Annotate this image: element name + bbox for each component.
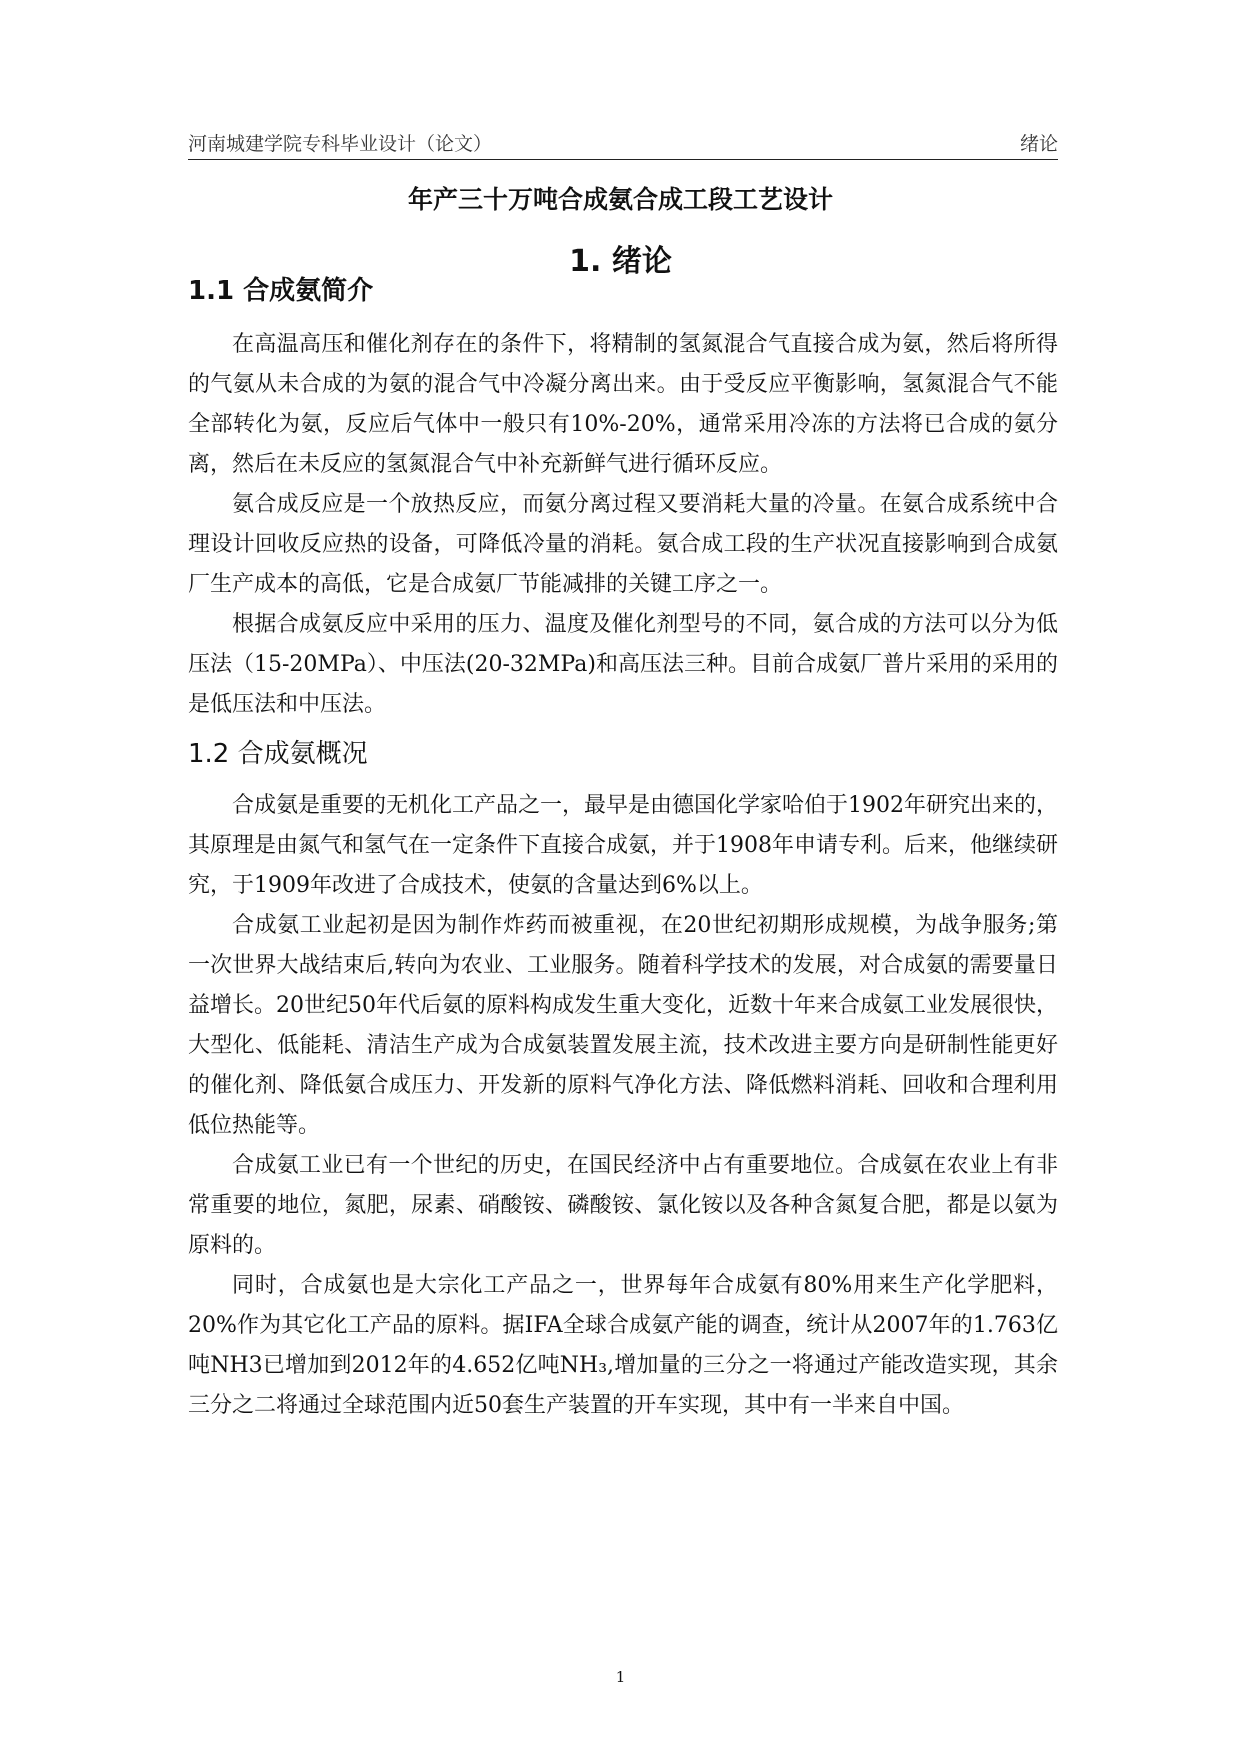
paragraph: 根据合成氨反应中采用的压力、温度及催化剂型号的不同，氨合成的方法可以分为低压法（15-20MPa）、中压法(20-32MPa)和高压法三种。目前合成氨厂普片采用的采用的是低压法和中压法。 bbox=[188, 612, 1058, 717]
paragraph: 合成氨是重要的无机化工产品之一，最早是由德国化学家哈伯于1902年研究出来的，其原理是由氮气和氢气在一定条件下直接合成氨，并于1908年申请专利。后来，他继续研究，于1909年改进了合成技术，使氨的含量达到6%以上。 bbox=[188, 793, 1058, 898]
page-header bbox=[188, 128, 1058, 160]
document-title: 年产三十万吨合成氨合成工段工艺设计 bbox=[407, 185, 833, 214]
paragraph: 合成氨工业起初是因为制作炸药而被重视，在20世纪初期形成规模，为战争服务;第一次世界大战结束后,转向为农业、工业服务。随着科学技术的发展，对合成氨的需要量日益增长。20世纪50年代后氨的原料构成发生重大变化，近数十年来合成氨工业发展很快，大型化、低能耗、清洁生产成为合成氨装置发展主流，技术改进主要方向是研制性能更好的催化剂、降低氨合成压力、开发新的原料气净化方法、降低燃料消耗、回收和合理利用低位热能等。 bbox=[188, 913, 1058, 1138]
section-1-2-body bbox=[188, 786, 1058, 1426]
section-1-1-body bbox=[188, 325, 1058, 725]
paragraph: 合成氨工业已有一个世纪的历史，在国民经济中占有重要地位。合成氨在农业上有非常重要的地位，氮肥，尿素、硝酸铵、磷酸铵、氯化铵以及各种含氮复合肥，都是以氨为原料的。 bbox=[188, 1153, 1058, 1258]
chapter-title: 1. 绪论 bbox=[569, 244, 672, 279]
page-number: 1 bbox=[615, 1668, 626, 1686]
header-right-text: 绪论 bbox=[1019, 133, 1058, 155]
paragraph: 氨合成反应是一个放热反应，而氨分离过程又要消耗大量的冷量。在氨合成系统中合理设计回收反应热的设备，可降低冷量的消耗。氨合成工段的生产状况直接影响到合成氨厂生产成本的高低，它是合成氨厂节能减排的关键工序之一。 bbox=[188, 492, 1058, 597]
paragraph: 在高温高压和催化剂存在的条件下，将精制的氢氮混合气直接合成为氨，然后将所得的气氨从未合成的为氨的混合气中冷凝分离出来。由于受反应平衡影响，氢氮混合气不能全部转化为氨，反应后气体中一般只有10%-20%，通常采用冷冻的方法将已合成的氨分离，然后在未反应的氢氮混合气中补充新鲜气进行循环反应。 bbox=[188, 332, 1058, 477]
section-heading-1-1: 1.1 合成氨简介 bbox=[188, 276, 374, 306]
header-left-text: 河南城建学院专科毕业设计（论文） bbox=[188, 133, 493, 155]
paragraph: 同时，合成氨也是大宗化工产品之一，世界每年合成氨有80%用来生产化学肥料，20%作为其它化工产品的原料。据IFA全球合成氨产能的调查，统计从2007年的1.763亿吨NH3已增加到2012年的4.652亿吨NH₃,增加量的三分之一将通过产能改造实现，其余三分之二将通过全球范围内近50套生产装置的开车实现，其中有一半来自中国。 bbox=[188, 1273, 1058, 1418]
section-heading-1-2: 1.2 合成氨概况 bbox=[188, 739, 368, 769]
